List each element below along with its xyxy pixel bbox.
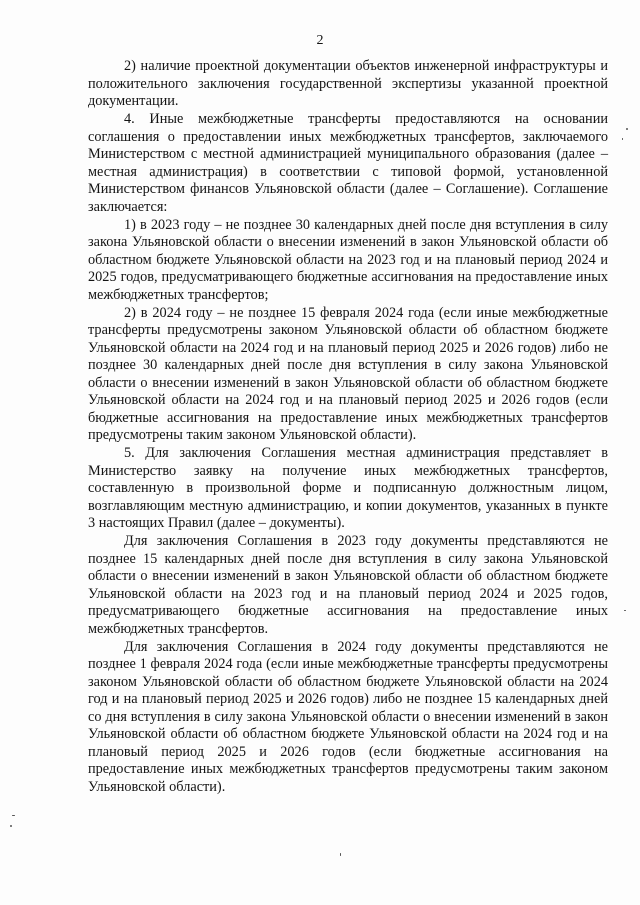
scan-speck (12, 815, 15, 816)
scan-speck (626, 128, 628, 130)
paragraph-item-1-2023: 1) в 2023 году – не позднее 30 календарных дней после дня вступления в силу закона Ульяновской области о внесении изменений в закон Ульяновской области об областном бюджете Ульяновской области на 2023 год и на плановый период 2024 и 2025 годов, предусматривающего бюджетные ассигнования на предоставление иных межбюджетных трансфертов; (88, 216, 608, 303)
paragraph-item-2-2024: 2) в 2024 году – не позднее 15 февраля 2024 года (если иные межбюджетные трансферты предусмотрены законом Ульяновской области об областном бюджете Ульяновской области на 2024 год и на плановый период 2025 и 2026 годов) либо не позднее 30 календарных дней после дня вступления в силу закона Ульяновской области о внесении изменений в закон Ульяновской области об областном бюджете Ульяновской области на 2024 год и на плановый период 2025 и 2026 годов (если бюджетные ассигнования на предоставление иных межбюджетных трансфертов предусмотрены таким законом Ульяновской области). (88, 304, 608, 443)
paragraph-section-5: 5. Для заключения Соглашения местная администрация представляет в Министерство заявку на получение иных межбюджетных трансфертов, составленную в произвольной форме и подписанную должностным лицом, возглавляющим местную администрацию, и копии документов, указанных в пункте 3 настоящих Правил (далее – документы). (88, 445, 608, 531)
page-number: 2 (316, 33, 324, 48)
paragraph-item-2-clause: 2) наличие проектной документации объектов инженерной инфраструктуры и положительного заключения государственной экспертизы указанной проектной документации. (88, 58, 608, 109)
document-body (88, 58, 608, 796)
paragraph-deadline-2023: Для заключения Соглашения в 2023 году документы представляются не позднее 15 календарных дней после дня вступления в силу закона Ульяновской области о внесении изменений в закон Ульяновской области об областном бюджете Ульяновской области на 2023 год и на плановый период 2024 и 2025 годов, предусматривающего бюджетные ассигнования на предоставление иных межбюджетных трансфертов. (88, 533, 608, 637)
paragraph-deadline-2024: Для заключения Соглашения в 2024 году документы представляются не позднее 1 февраля 2024 года (если иные межбюджетные трансферты предусмотрены законом Ульяновской области об областном бюджете Ульяновской области на 2024 год и на плановый период 2025 и 2026 годов) либо не позднее 15 календарных дней со дня вступления в силу закона Ульяновской области о внесении изменений в закон Ульяновской области об областном бюджете Ульяновской области на 2024 год и на плановый период 2025 и 2026 годов (если бюджетные ассигнования на предоставление иных межбюджетных трансфертов предусмотрены таким законом Ульяновской области). (88, 638, 608, 795)
scan-speck (340, 853, 341, 856)
scan-speck (624, 610, 626, 611)
scan-speck (10, 825, 12, 827)
scan-speck (622, 138, 623, 140)
paragraph-section-4: 4. Иные межбюджетные трансферты предоставляются на основании соглашения о предоставлении иных межбюджетных трансфертов, заключаемого Министерством с местной администрацией муниципального образования (далее – местная администрация) в соответствии с типовой формой, установленной Министерством финансов Ульяновской области (далее – Соглашение). Соглашение заключается: (88, 111, 608, 215)
